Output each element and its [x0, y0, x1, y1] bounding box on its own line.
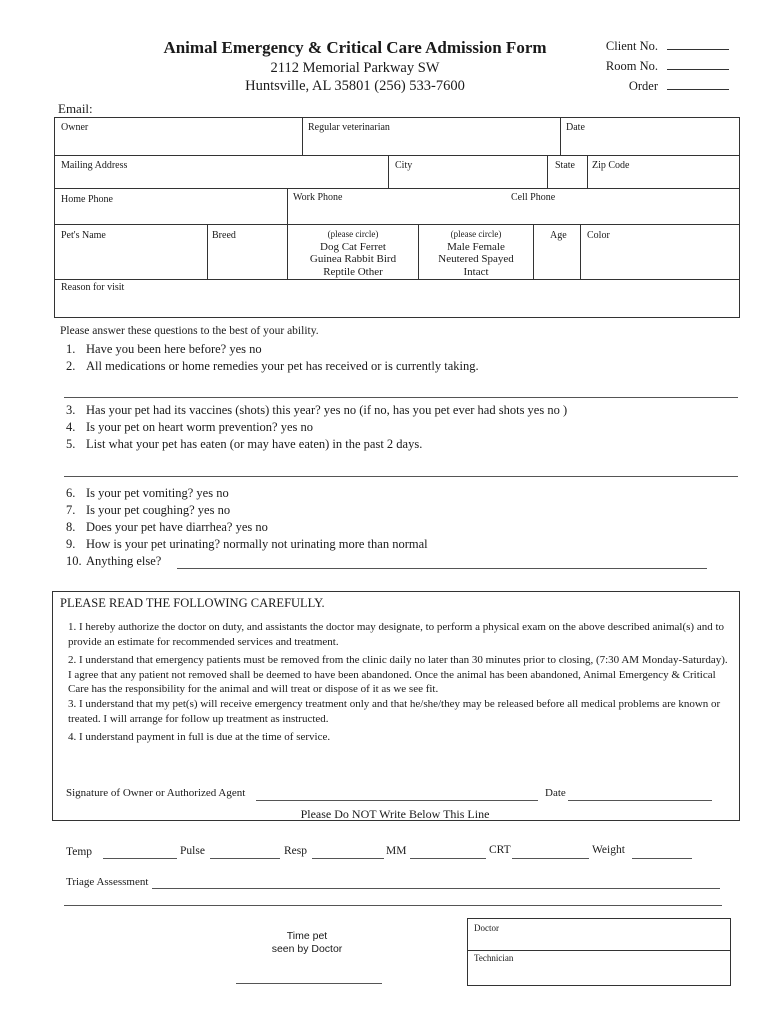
- question-9[interactable]: [66, 537, 428, 552]
- city-label: City: [395, 160, 413, 171]
- zip-code-field[interactable]: [592, 160, 630, 171]
- weight-label: Weight: [592, 844, 625, 856]
- species-line-1: Dog Cat Ferret: [320, 240, 386, 253]
- time-seen-line-2: seen by Doctor: [271, 943, 343, 955]
- triage-label: Triage Assessment: [66, 876, 149, 888]
- client-no-label: Client No.: [605, 39, 658, 53]
- agreement-item-4: 4. I understand payment in full is due at the time of service.: [68, 731, 331, 743]
- crt-field[interactable]: [512, 858, 589, 859]
- crt-label: CRT: [489, 844, 511, 856]
- agreement-date-label: Date: [545, 787, 566, 799]
- sex-line-3: Intact: [463, 265, 489, 278]
- question-10: [66, 554, 161, 569]
- time-seen-line-1: Time pet: [286, 930, 328, 942]
- city-field[interactable]: [395, 160, 412, 171]
- mm-field[interactable]: [410, 858, 486, 859]
- question-3[interactable]: [66, 403, 567, 418]
- triage-line-2[interactable]: [64, 905, 722, 906]
- email-label: Email:: [58, 101, 93, 116]
- sex-line-2: Neutered Spayed: [438, 253, 514, 265]
- home-phone-field[interactable]: [61, 194, 113, 205]
- signature-field[interactable]: [256, 800, 538, 801]
- mailing-address-field[interactable]: [61, 160, 127, 171]
- regular-vet-label: Regular veterinarian: [308, 122, 390, 133]
- q7-number: 7.: [66, 503, 76, 517]
- pulse-label: Pulse: [180, 845, 205, 857]
- address-line-1: 2112 Memorial Parkway SW: [270, 60, 440, 76]
- q9-number: 9.: [66, 537, 76, 551]
- q5-text: List what your pet has eaten (or may have eaten) in the past 2 days.: [86, 437, 423, 451]
- species-line-3: Reptile Other: [323, 265, 383, 278]
- pulse-field[interactable]: [210, 858, 280, 859]
- color-field[interactable]: [587, 230, 610, 241]
- question-6[interactable]: [66, 486, 229, 501]
- regular-vet-field[interactable]: [308, 122, 390, 133]
- weight-field[interactable]: [632, 858, 692, 859]
- home-phone-label: Home Phone: [61, 194, 113, 205]
- question-4[interactable]: [66, 420, 313, 435]
- species-line-2: Guinea Rabbit Bird: [309, 253, 397, 265]
- room-no-row: [558, 59, 729, 74]
- technician-field[interactable]: [474, 953, 513, 963]
- q6-number: 6.: [66, 486, 76, 500]
- q9-text: How is your pet urinating? normally not urinating more than normal: [86, 537, 428, 551]
- q8-number: 8.: [66, 520, 76, 534]
- state-label: State: [555, 160, 575, 171]
- doctor-label: Doctor: [474, 923, 499, 933]
- client-no-field[interactable]: [667, 49, 729, 50]
- agreement-item-3: 3. I understand that my pet(s) will receive emergency treatment only and that he/she/they may be released before all medical problems are known or treated. I will arrange for follow up treatment as instructed.: [68, 698, 721, 725]
- work-phone-field[interactable]: [293, 192, 342, 203]
- resp-field[interactable]: [312, 858, 384, 859]
- owner-label: Owner: [61, 122, 89, 133]
- q2-text: All medications or home remedies your pet has received or is currently taking.: [86, 359, 479, 373]
- cell-phone-field[interactable]: [511, 192, 555, 203]
- temp-label: Temp: [66, 846, 93, 858]
- q10-answer-line[interactable]: [177, 568, 707, 569]
- sex-line-1: Male Female: [447, 240, 505, 253]
- agreement-item-1: 1. I hereby authorize the doctor on duty, and assistants the doctor may designate, to perform a physical exam on the above described animal(s) and to provide an estimate for recommended services and treatment.: [68, 621, 725, 648]
- order-label: Order: [628, 79, 658, 93]
- order-field[interactable]: [667, 89, 729, 90]
- client-no-row: [558, 39, 729, 54]
- form-title: Animal Emergency & Critical Care Admission Form: [163, 38, 547, 57]
- q7-text: Is your pet coughing? yes no: [86, 503, 231, 517]
- cell-phone-label: Cell Phone: [511, 192, 556, 203]
- address-line-2: Huntsville, AL 35801 (256) 533-7600: [245, 78, 465, 94]
- agreement-heading: PLEASE READ THE FOLLOWING CAREFULLY.: [60, 596, 325, 610]
- room-no-field[interactable]: [667, 69, 729, 70]
- age-label: Age: [550, 230, 567, 241]
- mm-label: MM: [386, 845, 407, 857]
- room-no-label: Room No.: [605, 59, 658, 73]
- q8-text: Does your pet have diarrhea? yes no: [86, 520, 268, 534]
- question-2: [66, 359, 479, 374]
- time-seen-field[interactable]: [236, 983, 382, 984]
- q10-number: 10.: [66, 554, 82, 568]
- owner-field[interactable]: [61, 122, 88, 133]
- q5-number: 5.: [66, 437, 76, 451]
- signature-label: Signature of Owner or Authorized Agent: [66, 787, 246, 799]
- q6-text: Is your pet vomiting? yes no: [86, 486, 229, 500]
- q1-number: 1.: [66, 342, 76, 356]
- pet-name-field[interactable]: [61, 230, 106, 241]
- reason-for-visit-field[interactable]: [61, 282, 124, 293]
- staff-box: [467, 918, 731, 986]
- temp-field[interactable]: [103, 858, 177, 859]
- time-seen-label: [232, 930, 382, 956]
- pet-name-label: Pet's Name: [61, 230, 106, 241]
- owner-info-grid: [54, 117, 740, 318]
- reason-for-visit-label: Reason for visit: [61, 282, 125, 293]
- species-please-circle: (please circle): [327, 229, 379, 239]
- q10-text: Anything else?: [86, 554, 162, 568]
- date-field[interactable]: [566, 122, 585, 133]
- do-not-write-notice: Please Do NOT Write Below This Line: [300, 807, 490, 821]
- q3-number: 3.: [66, 403, 76, 417]
- q1-text: Have you been here before? yes no: [86, 342, 262, 356]
- question-1[interactable]: [66, 342, 262, 357]
- question-5: [66, 437, 422, 452]
- resp-label: Resp: [284, 845, 307, 857]
- breed-field[interactable]: [212, 230, 236, 241]
- color-label: Color: [587, 230, 610, 241]
- q2-answer-line[interactable]: [64, 397, 738, 398]
- agreement-date-field[interactable]: [568, 800, 712, 801]
- mailing-address-label: Mailing Address: [61, 160, 128, 171]
- questions-intro: Please answer these questions to the best of your ability.: [60, 325, 319, 337]
- q2-number: 2.: [66, 359, 76, 373]
- triage-field[interactable]: [152, 888, 720, 889]
- sex-options[interactable]: [421, 228, 531, 278]
- question-7[interactable]: [66, 503, 230, 518]
- order-row: [558, 79, 729, 94]
- question-8[interactable]: [66, 520, 268, 535]
- zip-code-label: Zip Code: [592, 160, 630, 171]
- state-field[interactable]: [555, 160, 575, 171]
- species-options[interactable]: [290, 228, 416, 278]
- doctor-field[interactable]: [474, 923, 499, 933]
- q3-text: Has your pet had its vaccines (shots) this year? yes no (if no, has you pet ever had shots yes no ): [86, 403, 568, 417]
- work-phone-label: Work Phone: [293, 192, 343, 203]
- breed-label: Breed: [212, 230, 236, 241]
- date-label: Date: [566, 122, 585, 133]
- age-field[interactable]: [550, 230, 567, 241]
- agreement-item-2: 2. I understand that emergency patients must be removed from the clinic daily no later than 30 minutes prior to closing, (7:30 AM Monday-Saturday). I agree that any patient not removed shall be deemed to have been abandoned. Once the animal has been abandoned, Animal Emergency & Critical Care has the responsibility for the animal and will treat or dispose of it as we see fit.: [68, 654, 728, 695]
- sex-please-circle: (please circle): [450, 229, 502, 239]
- q4-text: Is your pet on heart worm prevention? yes no: [86, 420, 314, 434]
- q4-number: 4.: [66, 420, 76, 434]
- technician-label: Technician: [474, 953, 514, 963]
- q5-answer-line[interactable]: [64, 476, 738, 477]
